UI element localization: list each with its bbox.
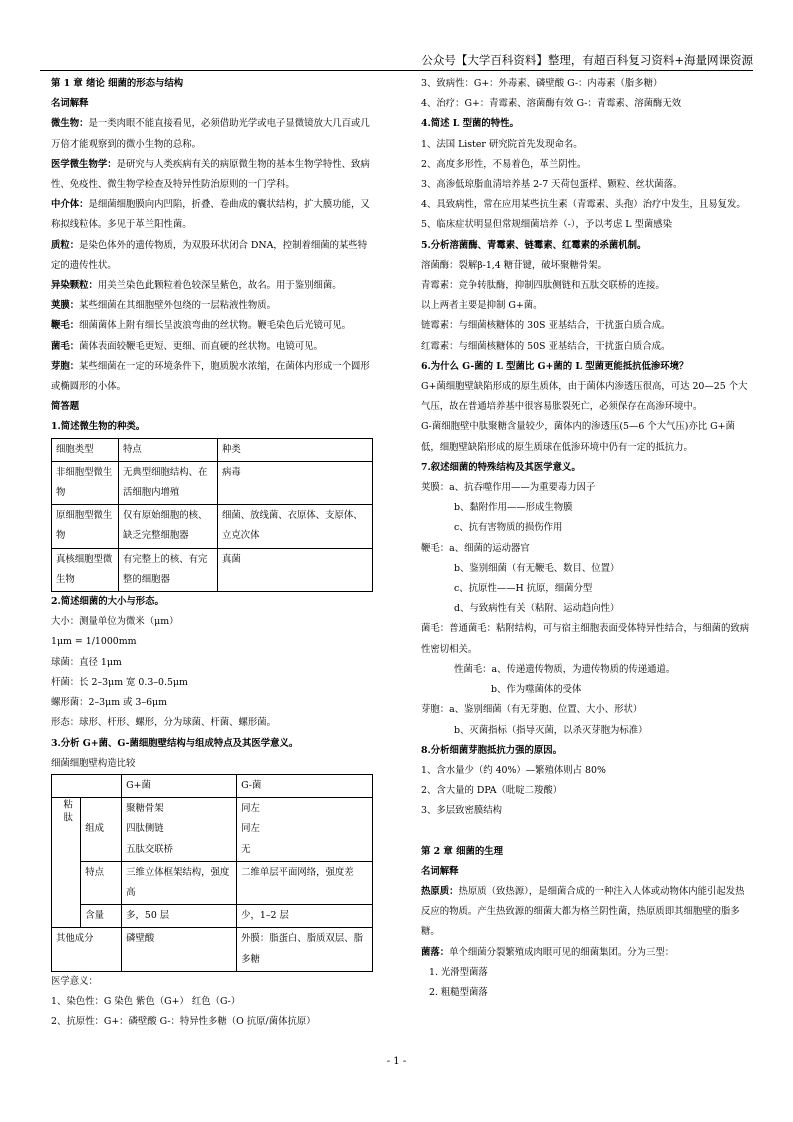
question-4: 4.简述 L 型菌的特性。 bbox=[421, 118, 519, 130]
text-line: 球菌：直径 1μm bbox=[51, 656, 122, 668]
text-line: 1μm = 1/1000mm bbox=[51, 636, 137, 648]
definition-term: 热原质： bbox=[421, 885, 459, 897]
definition bbox=[51, 236, 373, 276]
definition-term: 菌落： bbox=[421, 946, 450, 958]
text-line: b、鉴别细菌（有无鞭毛、数目、位置） bbox=[454, 562, 620, 574]
paragraph: G+菌细胞壁缺陷形成的原生质体，由于菌体内渗透压很高，可达 20—25 个大气压，故在普通培养基中很容易胀裂死亡，必须保存在高渗环境中。 bbox=[421, 381, 748, 413]
definition-text: 热原质（致热源），是细菌合成的一种注入人体或动物体内能引起发热反应的物质。产生热致源的细菌大都为格兰阴性菌，热原质即其细胞壁的脂多糖。 bbox=[421, 885, 745, 938]
table-cell: 仅有原始细胞的核、缺乏完整细胞器 bbox=[119, 505, 218, 548]
text-line: 鞭毛：a、细菌的运动器官 bbox=[421, 542, 530, 554]
definition-term: 菌毛： bbox=[51, 340, 80, 352]
definition bbox=[421, 943, 752, 963]
text-line: 2、含大量的 DPA（吡啶二羧酸） bbox=[421, 785, 563, 797]
definition bbox=[51, 114, 373, 154]
med-line: 2、抗原性：G+：磷壁酸 G-：特异性多糖（O 抗原/菌体抗原） bbox=[51, 1016, 316, 1028]
table-row bbox=[52, 461, 373, 504]
text-line: c、抗原性——H 抗原，细菌分型 bbox=[454, 583, 593, 595]
table-cell: 其他成分 bbox=[52, 928, 122, 971]
spacer bbox=[421, 822, 752, 842]
table-cell: 病毒 bbox=[218, 461, 373, 504]
text-line: 荚膜：a、抗吞噬作用——为重要毒力因子 bbox=[421, 482, 596, 494]
text-line: b、作为噬菌体的受体 bbox=[491, 684, 582, 696]
page-number: - 1 - bbox=[386, 1056, 407, 1067]
definition bbox=[51, 296, 373, 316]
table-cell bbox=[122, 798, 237, 862]
text-line: 杆菌：长 2–3μm 宽 0.3–0.5μm bbox=[51, 676, 188, 688]
qa-heading: 简答题 bbox=[51, 401, 80, 413]
table-header-row bbox=[52, 774, 373, 797]
table-cell: G+菌 bbox=[122, 774, 237, 797]
table-cell: 磷壁酸 bbox=[122, 928, 237, 971]
med-line: 1、染色性：G 染色 紫色（G+） 红色（G-） bbox=[51, 995, 241, 1007]
definition-text: 某些细菌在一定的环境条件下，胞质脱水浓缩，在菌体内形成一个圆形或椭圆形的小体。 bbox=[51, 360, 370, 393]
table-cell: 外膜：脂蛋白、脂质双层、脂多糖 bbox=[237, 928, 373, 971]
table-cell bbox=[237, 798, 373, 862]
text-line: 1、法国 Lister 研究院首先发现命名。 bbox=[421, 138, 583, 150]
definition-term: 中介体： bbox=[51, 199, 89, 211]
definition-text: 是研究与人类疾病有关的病原微生物的基本生物学特性、致病性、免疫性、微生物学检查及特异性防治原则的一门学科。 bbox=[51, 158, 370, 191]
text-line: 5、临床症状明显但常规细菌培养（-），予以考虑 L 型菌感染 bbox=[421, 219, 673, 231]
text-line: b、黏附作用——形成生物膜 bbox=[454, 502, 573, 514]
text-line: 红霉素：与细菌核糖体的 50S 亚基结合，干扰蛋白质合成。 bbox=[421, 340, 671, 352]
table-cell: 原细胞型微生物 bbox=[52, 505, 119, 548]
group-cell: 粘肽 bbox=[52, 798, 81, 928]
table-cell bbox=[52, 774, 122, 797]
text-line: 青霉素：竞争转肽酶，抑制四肽侧链和五肽交联桥的连接。 bbox=[421, 280, 665, 292]
table-cell: 特点 bbox=[81, 861, 122, 904]
right-column bbox=[421, 74, 752, 1003]
table-cell: 真菌 bbox=[218, 548, 373, 591]
table-cell: 真核细胞型微生物 bbox=[52, 548, 119, 591]
text-line: b、灭菌指标（指导灭菌，以杀灭芽胞为标准） bbox=[454, 724, 648, 736]
table-header-row bbox=[52, 438, 373, 461]
list-item: 1. 光滑型菌落 bbox=[429, 966, 488, 978]
definition bbox=[51, 195, 373, 235]
definition-text: 单个细菌分裂繁殖成肉眼可见的细菌集团。分为三型： bbox=[449, 946, 675, 958]
text-line: 形态：球形、杆形、螺形，分为球菌、杆菌、螺形菌。 bbox=[51, 717, 277, 729]
header-rule bbox=[40, 70, 753, 71]
table-cell: 三维立体框架结构，强度高 bbox=[122, 861, 237, 904]
text-line: 4、具致病性，常在应用某些抗生素（青霉素、头孢）治疗中发生，且易复发。 bbox=[421, 199, 746, 211]
text-line: 3、多层致密膜结构 bbox=[421, 805, 502, 817]
text-line: 2、高度多形性，不易着色，革兰阴性。 bbox=[421, 158, 587, 170]
definition-text: 用美兰染色此颗粒着色较深呈紫色，故名。用于鉴别细菌。 bbox=[97, 280, 342, 292]
text-line: 性菌毛：a、传递遗传物质，为遗传物质的传递通道。 bbox=[454, 663, 676, 675]
table-row bbox=[52, 861, 373, 904]
table-row bbox=[52, 928, 373, 971]
definition-term: 质粒： bbox=[51, 239, 80, 251]
cell-line: 五肽交联桥 bbox=[126, 843, 174, 855]
table-cell: 含量 bbox=[81, 905, 122, 928]
table-cell: 特点 bbox=[119, 438, 218, 461]
chapter-1-title: 第 1 章 绪论 细菌的形态与结构 bbox=[51, 78, 184, 89]
size-shape-lines bbox=[51, 612, 373, 733]
medical-significance-title: 医学意义： bbox=[51, 975, 98, 987]
text-line: 3、高渗低琼脂血清培养基 2-7 天荷包蛋样、颗粒、丝状菌落。 bbox=[421, 179, 683, 191]
table-cell: 少，1–2 层 bbox=[237, 905, 373, 928]
definition bbox=[51, 337, 373, 357]
question-8: 8.分析细菌芽胞抵抗力强的原因。 bbox=[421, 744, 563, 756]
question-3: 3.分析 G+菌、G-菌细胞壁结构与组成特点及其医学意义。 bbox=[51, 737, 299, 749]
table-row bbox=[52, 505, 373, 548]
left-column bbox=[51, 74, 373, 1032]
definition-term: 鞭毛： bbox=[51, 320, 80, 332]
question-1: 1.简述微生物的种类。 bbox=[51, 421, 146, 433]
text-line: 溶菌酶：裂解β-1,4 糖苷键，破坏聚糖骨架。 bbox=[421, 259, 607, 271]
definition-term: 微生物： bbox=[51, 118, 89, 130]
definition bbox=[421, 882, 752, 943]
text-line: 大小：测量单位为微米（μm） bbox=[51, 616, 179, 628]
list-item: 2. 粗糙型菌落 bbox=[429, 986, 488, 998]
microbe-types-table bbox=[51, 438, 373, 592]
paragraph: G-菌细胞壁中肽聚糖含量较少，菌体内的渗透压(5—6 个大气压)亦比 G+菌低，细胞壁缺陷形成的原生质球在低渗环境中仍有一定的抵抗力。 bbox=[421, 421, 735, 453]
table-cell: 多，50 层 bbox=[122, 905, 237, 928]
table-cell: 有完整上的核、有完整的细胞器 bbox=[119, 548, 218, 591]
text-line: 4、治疗：G+：青霉素、溶菌酶有效 G-：青霉素、溶菌酶无效 bbox=[421, 98, 682, 110]
table-cell: 二维单层平面网络，强度差 bbox=[237, 861, 373, 904]
definition-term: 医学微生物学： bbox=[51, 158, 117, 170]
cell-wall-table-caption: 细菌细胞壁构造比较 bbox=[51, 757, 136, 769]
definition-text: 是细菌细胞膜向内凹陷，折叠、卷曲成的囊状结构，扩大膜功能，又称拟线粒体。多见于革兰阳性菌。 bbox=[51, 199, 370, 231]
table-cell: 细菌、放线菌、衣原体、支原体、立克次体 bbox=[218, 505, 373, 548]
definition-text: 是染色体外的遗传物质，为双股环状闭合 DNA，控制着细菌的某些特定的遗传性状。 bbox=[51, 239, 368, 271]
table-cell: 无典型细胞结构、在活细胞内增殖 bbox=[119, 461, 218, 504]
table-cell: 细胞类型 bbox=[52, 438, 119, 461]
table-cell: 非细胞型微生物 bbox=[52, 461, 119, 504]
definition-text: 细菌菌体上附有细长呈波浪弯曲的丝状物。鞭毛染色后光镜可见。 bbox=[79, 320, 352, 332]
terms-heading-2: 名词解释 bbox=[421, 865, 459, 877]
definition bbox=[51, 357, 373, 397]
cell-line: 同左 bbox=[241, 823, 260, 835]
table-cell: G-菌 bbox=[237, 774, 373, 797]
text-line: 以上两者主要是抑制 G+菌。 bbox=[421, 300, 543, 312]
cell-line: 四肽侧链 bbox=[126, 823, 164, 835]
terms-heading: 名词解释 bbox=[51, 98, 89, 110]
table-row bbox=[52, 548, 373, 591]
text-line: 螺形菌：2–3μm 或 3–6μm bbox=[51, 697, 168, 709]
definition-text: 菌体表面较鞭毛更短、更细、而直硬的丝状物。电镜可见。 bbox=[79, 340, 323, 352]
text-line: 链霉素：与细菌核糖体的 30S 亚基结合，干扰蛋白质合成。 bbox=[421, 320, 671, 332]
definition-text: 是一类肉眼不能直接看见，必须借助光学或电子显微镜放大几百或几万倍才能观察到的微小生物的总称。 bbox=[51, 118, 370, 150]
question-6: 6.为什么 G-菌的 L 型菌比 G+菌的 L 型菌更能抵抗低渗环境？ bbox=[421, 360, 689, 372]
definitions bbox=[51, 114, 373, 397]
text-line: 1、含水量少（约 40%）—繁殖体则占 80% bbox=[421, 764, 606, 776]
text-line: 芽胞：a、鉴别细菌（有无芽胞、位置、大小、形状） bbox=[421, 704, 643, 716]
definition-term: 荚膜： bbox=[51, 300, 80, 312]
definition-term: 芽胞： bbox=[51, 360, 80, 372]
text-line: c、抗有害物质的损伤作用 bbox=[454, 522, 563, 534]
question-5: 5.分析溶菌酶、青霉素、链霉素、红霉素的杀菌机制。 bbox=[421, 239, 647, 251]
chapter-2-title: 第 2 章 细菌的生理 bbox=[421, 845, 503, 857]
cell-line: 聚糖骨架 bbox=[126, 803, 164, 815]
text-line: 3、致病性：G+：外毒素、磷壁酸 G-：内毒素（脂多糖） bbox=[421, 78, 663, 89]
definition bbox=[51, 155, 373, 195]
table-row bbox=[52, 798, 373, 862]
definition bbox=[51, 316, 373, 336]
definition-text: 某些细菌在其细胞壁外包绕的一层粘液性物质。 bbox=[79, 300, 277, 312]
cell-line: 同左 bbox=[241, 803, 260, 815]
table-cell: 组成 bbox=[81, 798, 122, 862]
page-header: 公众号【大学百科资料】整理，有超百科复习资料+海量网课资源 bbox=[421, 53, 753, 67]
question-2: 2.简述细菌的大小与形态。 bbox=[51, 596, 164, 608]
cell-wall-table bbox=[51, 774, 373, 972]
question-7: 7.叙述细菌的特殊结构及其医学意义。 bbox=[421, 461, 581, 473]
cell-line: 无 bbox=[241, 843, 251, 855]
table-cell: 种类 bbox=[218, 438, 373, 461]
table-row bbox=[52, 905, 373, 928]
definition-term: 异染颗粒： bbox=[51, 280, 98, 292]
paragraph: 菌毛：普通菌毛：粘附结构，可与宿主细胞表面受体特异性结合，与细菌的致病性密切相关。 bbox=[421, 623, 750, 655]
definition bbox=[51, 276, 373, 296]
text-line: d、与致病性有关（粘附、运动趋向性） bbox=[454, 603, 620, 615]
